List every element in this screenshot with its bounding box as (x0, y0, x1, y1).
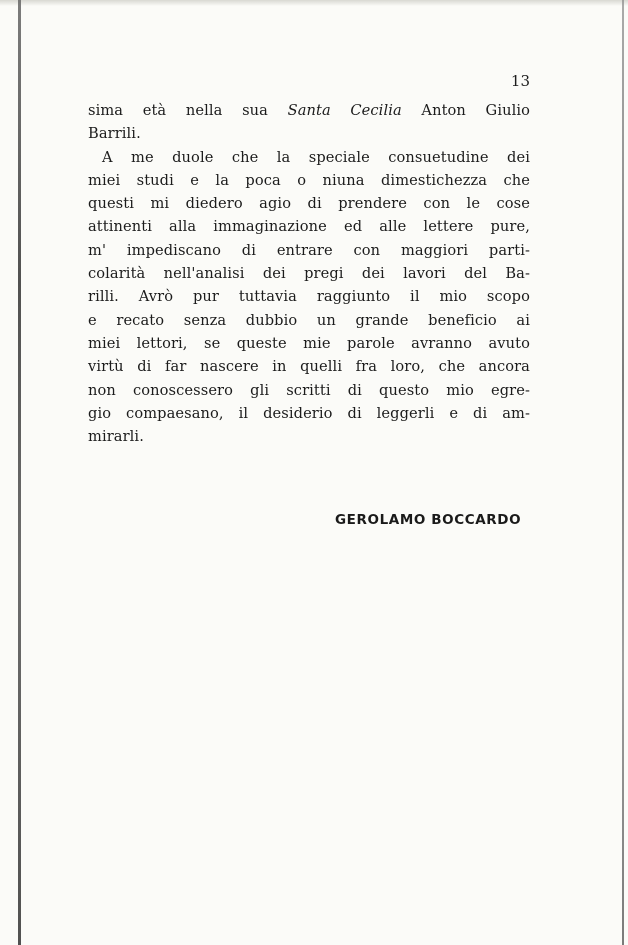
text-line: miei studi e la poca o niuna dimestichezza che (88, 171, 530, 189)
text-line: e recato senza dubbio un grande beneficio ai (88, 311, 530, 329)
text-line: non conoscessero gli scritti di questo mio egre- (88, 381, 530, 399)
text-line: rilli. Avrò pur tuttavia raggiunto il mio scopo (88, 288, 530, 306)
text-line: m' impediscano di entrare con maggiori parti- (88, 241, 530, 259)
text-line: colarità nell'analisi dei pregi dei lavori del Ba- (88, 265, 530, 283)
text-line: attinenti alla immaginazione ed alle lettere pure, (88, 218, 530, 236)
text-line: gio compaesano, il desiderio di leggerli e di am- (88, 404, 530, 422)
author-signature: GEROLAMO BOCCARDO (335, 512, 522, 528)
text-line: mirarli. (88, 428, 144, 446)
text-line (88, 99, 530, 122)
text-fragment: Anton Giulio (401, 102, 531, 119)
page-right-edge (622, 0, 624, 945)
page-number: 13 (510, 72, 530, 90)
text-line: virtù di far nascere in quelli fra loro, che ancora (88, 358, 530, 376)
text-line: questi mi diedero agio di prendere con le cose (88, 195, 530, 213)
page-top-shadow (0, 0, 628, 6)
book-title: Santa Cecilia (287, 102, 402, 119)
page-left-edge (18, 0, 21, 945)
text-line: miei lettori, se queste mie parole avranno avuto (88, 334, 530, 352)
text-line: A me duole che la speciale consuetudine dei (102, 148, 530, 166)
text-line: Barrili. (88, 125, 141, 143)
text-fragment: sima età nella sua (88, 102, 288, 119)
body-text (88, 99, 530, 448)
